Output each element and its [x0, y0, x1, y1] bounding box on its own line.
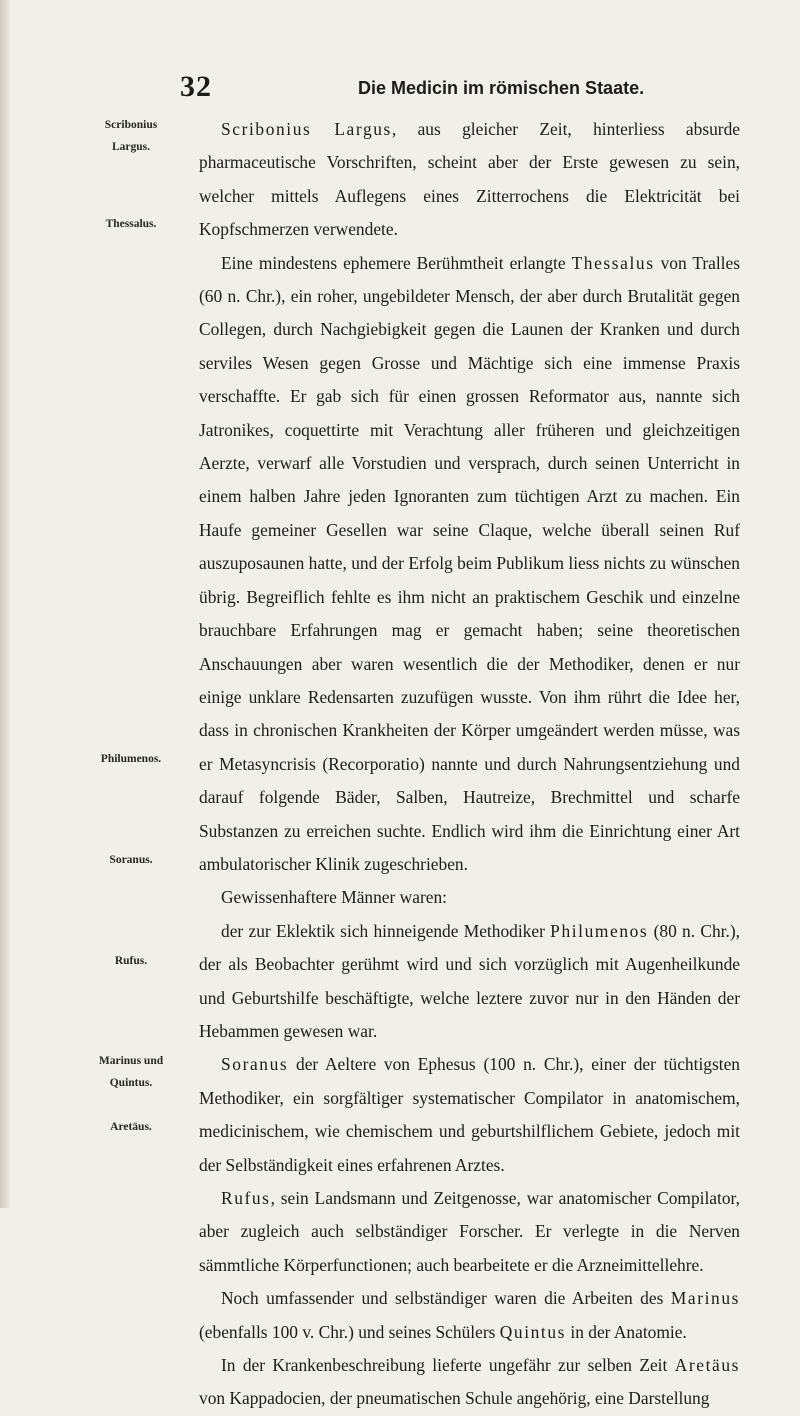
- margin-note-line: Thessalus.: [105, 218, 157, 230]
- paragraph-thessalus: [199, 247, 740, 882]
- book-spine-shadow: [0, 0, 10, 1208]
- paragraph-text: Eine mindestens ephemere Berühmtheit erlangte: [221, 252, 572, 273]
- paragraph-text: der Aeltere von Ephesus (100 n. Chr.), einer der tüchtigsten Methodiker, ein sorgfältiger systematischer Compilator in anatomischem, medicinischem, wie chemischem und geburtshilflichem Gebiete, jedoch mit der Selbständigkeit eines erfahrenen Arztes.: [199, 1054, 740, 1175]
- person-name: Soranus: [221, 1054, 289, 1075]
- margin-note-philumenos: [92, 748, 170, 770]
- margin-note-line: Scribonius: [104, 119, 158, 131]
- paragraph-soranus: [199, 1048, 740, 1182]
- margin-note-rufus: [92, 950, 170, 972]
- body-text: [199, 113, 740, 1416]
- person-name: Philumenos: [550, 920, 649, 941]
- person-name: Rufus: [221, 1188, 271, 1208]
- margin-note-aretaeus: [92, 1116, 170, 1138]
- person-name: Scribonius Largus: [221, 119, 392, 139]
- margin-note-line: Soranus.: [109, 854, 153, 866]
- paragraph-text: von Tralles (60 n. Chr.), ein roher, ungebildeter Mensch, der aber durch Brutalität gegen Collegen, durch Nachgiebigkeit gegen die Launen der Kranken und durch serviles Wesen gegen Grosse und Mächtige sich eine immense Praxis verschaffte. Er gab sich für einen grossen Reformator aus, nannte sich Jatronikes, coquettirte mit Verachtung aller früheren und gleichzeitigen Aerzte, verwarf alle Vorstudien und versprach, durch seinen Unterricht in einem halben Jahre jeden Ignoranten zum tüchtigen Arzt zu machen. Ein Haufe gemeiner Gesellen war seine Claque, welche überall seinen Ruf auszuposaunen hatte, und der Erfolg beim Publikum liess nichts zu wünschen übrig. Begreiflich fehlte es ihm nicht an praktischem Geschik und einzelne brauchbare Erfahrungen mag er gemacht haben; seine theoretischen Anschauungen aber waren wesentlich die der Methodiker, denen er nur einige unklare Redensarten zuzufügen wusste. Von ihm rührt die Idee her, dass in chronischen Krankheiten der Körper umgeändert werden müsse, was er Metasyncrisis (Recorporatio) nannte und durch Nahrungsentziehung und darauf folgende Bäder, Salben, Hautreize, Brechmittel und scharfe Substanzen zu erreichen suchte. Endlich wird ihm die Einrichtung einer Art ambulatorischer Klinik zugeschrieben.: [199, 252, 740, 874]
- person-name: Quintus: [499, 1321, 567, 1342]
- paragraph-text: (ebenfalls 100 v. Chr.) und seines Schülers: [199, 1321, 500, 1342]
- running-title: Die Medicin im römischen Staate.: [358, 78, 645, 98]
- margin-note-soranus: [92, 849, 170, 871]
- margin-note-line: Philumenos.: [100, 753, 162, 765]
- paragraph-text: Noch umfassender und selbständiger waren die Arbeiten des: [221, 1288, 671, 1309]
- paragraph-rufus: [199, 1182, 740, 1282]
- paragraph-intro: [199, 881, 740, 914]
- margin-note-line: Largus.: [111, 141, 151, 153]
- person-name: Aretäus: [674, 1355, 740, 1376]
- paragraph-scribonius: [199, 113, 740, 247]
- margin-note-line: Marinus und: [98, 1055, 164, 1067]
- page-header: [180, 70, 740, 110]
- paragraph-aretaeus: [199, 1349, 740, 1416]
- paragraph-text: Gewissenhaftere Männer waren:: [221, 887, 447, 908]
- paragraph-text: , sein Landsmann und Zeitgenosse, war anatomischer Compilator, aber zugleich auch selbständiger Forscher. Er verlegte in die Nerven sämmtliche Körperfunctionen; auch bearbeitete er die Arzneimittellehre.: [199, 1188, 740, 1275]
- paragraph-text: In der Krankenbeschreibung lieferte ungefähr zur selben Zeit: [221, 1355, 675, 1376]
- paragraph-philumenos: [199, 915, 740, 1049]
- person-name: Marinus: [670, 1288, 740, 1309]
- paragraph-text: , aus gleicher Zeit, hinterliess absurde pharmaceutische Vorschriften, scheint aber der Erste gewesen zu sein, welcher mittels Auflegens eines Zitterrochens die Elektricität bei Kopfschmerzen verwendete.: [199, 119, 741, 240]
- margin-note-line: Rufus.: [114, 955, 148, 967]
- paragraph-text: (80 n. Chr.), der als Beobachter gerühmt wird und sich vorzüglich mit Augenheilkunde und Geburtshilfe beschäftigte, welche leztere zuvor nur in den Händen der Hebammen gewesen war.: [199, 920, 740, 1041]
- paragraph-text: der zur Eklektik sich hinneigende Methodiker: [221, 920, 551, 941]
- margin-note-line: Aretäus.: [110, 1121, 152, 1133]
- paragraph-text: in der Anatomie.: [566, 1321, 687, 1342]
- margin-note-marinus-quintus: [92, 1050, 170, 1094]
- margin-note-scribonius: [92, 114, 170, 158]
- paragraph-marinus: [199, 1282, 740, 1349]
- person-name: Thessalus: [571, 252, 655, 273]
- page-number: 32: [180, 70, 212, 103]
- paragraph-text: von Kappadocien, der pneumatischen Schule angehörig, eine Darstellung: [199, 1388, 710, 1409]
- margin-note-thessalus: [92, 213, 170, 235]
- margin-note-line: Quintus.: [109, 1077, 153, 1089]
